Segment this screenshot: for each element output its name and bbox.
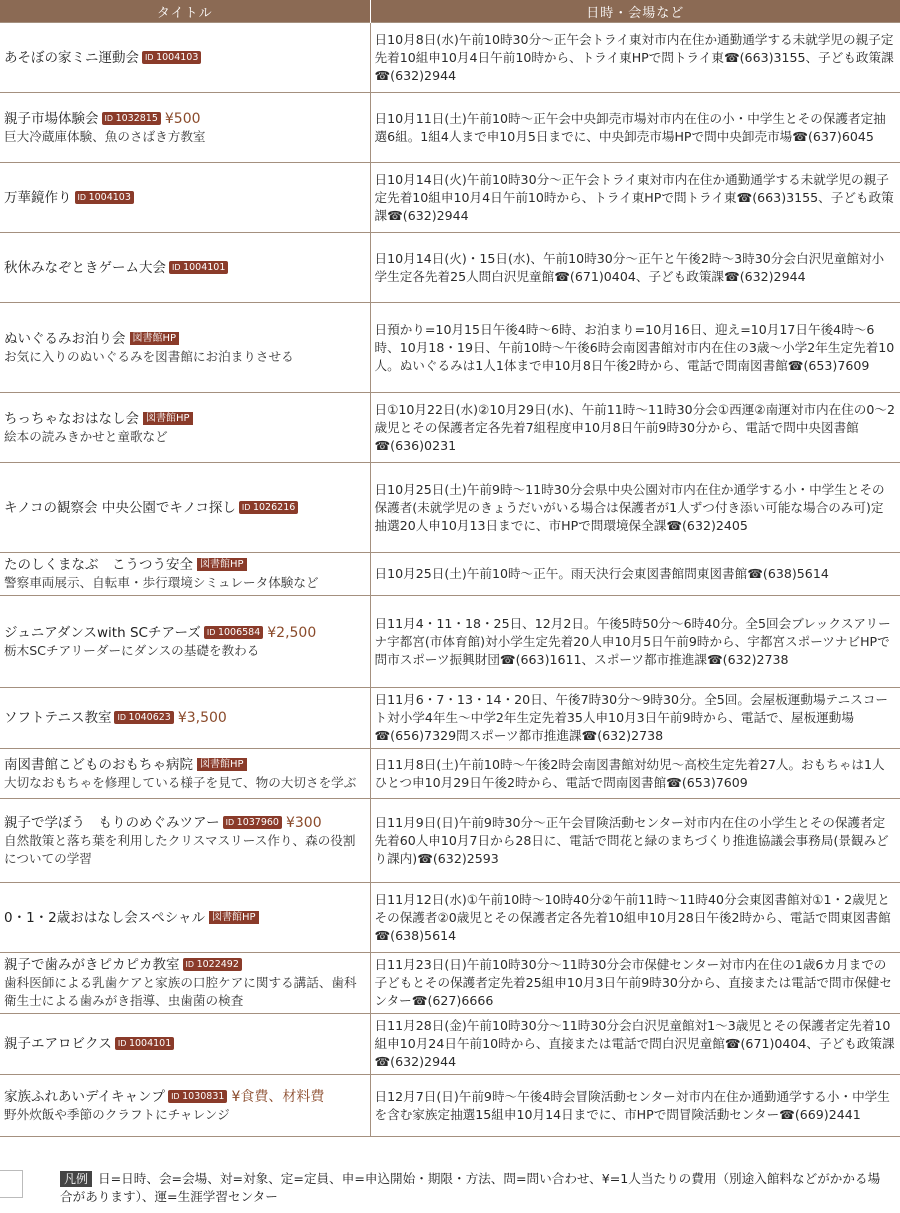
event-fee: ¥食費、材料費 [231, 1088, 325, 1105]
event-id-badge: ID 1004101 [115, 1037, 174, 1050]
legend-text-block [60, 1170, 890, 1206]
legend [0, 1166, 900, 1213]
event-title-cell [0, 233, 370, 303]
event-fee: ¥300 [285, 814, 322, 831]
event-detail-cell: 日10月11日(土)午前10時～正午会中央卸売市場対市内在住の小・中学生とその保護者定抽選6組。1組4人まで申10月5日までに、中央卸売市場HPで問中央卸売市場☎(637)6045 [370, 93, 900, 163]
event-id-badge: ID 1004101 [169, 261, 228, 274]
table-row [0, 23, 900, 93]
event-id-badge: ID 1030831 [168, 1090, 227, 1103]
event-subtitle: 自然散策と落ち葉を利用したクリスマスリース作り、森の役割についての学習 [4, 832, 356, 866]
event-id-badge: ID 1006584 [204, 626, 263, 639]
table-row [0, 303, 900, 393]
event-detail-cell: 日11月9日(日)午前9時30分～正午会冒険活動センター対市内在住の小学生とその保護者定先着60人申10月7日から28日に、電話で問花と緑のまちづくり推進協議会事務局(景観みどり課内)☎(632)2593 [370, 799, 900, 883]
event-title: 親子エアロビクス [4, 1036, 112, 1052]
event-detail-cell: 日①10月22日(水)②10月29日(水)、午前11時～11時30分会①西運②南運対市内在住の0～2歳児とその保護者定各先着7組程度申10月8日午前9時30分から、電話で問中央図書館☎(636)0231 [370, 393, 900, 463]
event-id-badge: ID 1037960 [223, 816, 282, 829]
title-column-header: タイトル [0, 0, 370, 23]
detail-column-header: 日時・会場など [370, 0, 900, 23]
event-id-badge: ID 1022492 [183, 958, 242, 971]
event-detail-cell: 日10月8日(水)午前10時30分～正午会トライ東対市内在住か通勤通学する未就学児の親子定先着10組申10月4日午前10時から、トライ東HPで問トライ東☎(663)3155、子ども政策課☎(632)2944 [370, 23, 900, 93]
event-title-cell [0, 883, 370, 953]
event-title-cell [0, 596, 370, 688]
event-id-badge: ID 1040623 [114, 711, 173, 724]
library-hp-badge: 図書館HP [143, 412, 193, 425]
event-subtitle: 絵本の読みきかせと童歌など [4, 428, 168, 444]
event-detail-cell: 日11月12日(水)①午前10時～10時40分②午前11時～11時40分会東図書館対①1・2歳児とその保護者②0歳児とその保護者定各先着10組申10月28日午後2時から、電話で問東図書館☎(638)5614 [370, 883, 900, 953]
event-title-cell [0, 463, 370, 553]
event-title: あそぼの家ミニ運動会 [4, 49, 139, 66]
table-row [0, 463, 900, 553]
event-title: 秋休みなぞときゲーム大会 [4, 259, 166, 276]
event-title: ソフトテニス教室 [4, 710, 112, 726]
event-detail-cell: 日11月23日(日)午前10時30分～11時30分会市保健センター対市内在住の1歳6カ月までの子どもとその保護者定先着25組申10月3日午前9時30分から、直接または電話で問市保健センター☎(627)6666 [370, 953, 900, 1014]
table-row [0, 596, 900, 688]
event-detail-cell: 日11月8日(土)午前10時～午後2時会南図書館対幼児～高校生定先着27人。おもちゃは1人ひとつ申10月29日午後2時から、電話で問南図書館☎(653)7609 [370, 749, 900, 799]
event-title-cell [0, 303, 370, 393]
event-title: 親子で歯みがきピカピカ教室 [4, 957, 180, 973]
table-row [0, 1075, 900, 1137]
event-detail-cell: 日預かり=10月15日午後4時～6時、お泊まり=10月16日、迎え=10月17日午後4時～6時、10月18・19日、午前10時～午後6時会南図書館対市内在住の3歳～小学2年生定先着10人。ぬいぐるみは1人1体まで申10月8日午後2時から、電話で問南図書館☎(653)7609 [370, 303, 900, 393]
table-row [0, 1014, 900, 1075]
event-title: 親子市場体験会 [4, 110, 99, 127]
event-title-cell [0, 393, 370, 463]
event-subtitle: 大切なおもちゃを修理している様子を見て、物の大切さを学ぶ [4, 774, 357, 790]
event-title-cell [0, 163, 370, 233]
legend-tag: 凡例 [60, 1171, 92, 1187]
event-title-cell [0, 553, 370, 596]
event-id-badge: ID 1004103 [142, 51, 201, 64]
table-row [0, 799, 900, 883]
event-title: 万華鏡作り [4, 189, 72, 206]
event-id-badge: ID 1032815 [102, 112, 161, 125]
event-subtitle: 歯科医師による乳歯ケアと家族の口腔ケアに関する講話、歯科衛生士による歯みがき指導、虫歯菌の検査 [4, 975, 357, 1008]
event-title: 家族ふれあいデイキャンプ [4, 1088, 166, 1105]
event-fee: ¥2,500 [267, 624, 317, 641]
legend-marker [0, 1170, 23, 1198]
table-row [0, 233, 900, 303]
table-row [0, 163, 900, 233]
table-header [0, 0, 900, 23]
legend-text: 日=日時、会=会場、対=対象、定=定員、申=申込開始・期限・方法、問=問い合わせ、¥=1人当たりの費用（別途入館料などがかかる場合があります）、運=生涯学習センター [60, 1171, 881, 1204]
event-title: 0・1・2歳おはなし会スペシャル [4, 909, 205, 926]
table-row [0, 688, 900, 749]
event-detail-cell: 日12月7日(日)午前9時～午後4時会冒険活動センター対市内在住か通勤通学する小・中学生を含む家族定抽選15組申10月14日までに、市HPで問冒険活動センター☎(669)2441 [370, 1075, 900, 1137]
event-title-cell [0, 23, 370, 93]
event-title: ジュニアダンスwith SCチアーズ [4, 624, 201, 641]
event-id-badge: ID 1026216 [239, 501, 298, 514]
event-subtitle: 栃木SCチアリーダーにダンスの基礎を教わる [4, 642, 260, 658]
event-subtitle: 野外炊飯や季節のクラフトにチャレンジ [4, 1106, 230, 1122]
event-title-cell [0, 799, 370, 883]
event-detail-cell: 日10月14日(火)・15日(水)、午前10時30分～正午と午後2時～3時30分会白沢児童館対小学生定各先着25人問白沢児童館☎(671)0404、子ども政策課☎(632)2944 [370, 233, 900, 303]
event-subtitle: お気に入りのぬいぐるみを図書館にお泊まりさせる [4, 348, 294, 364]
library-hp-badge: 図書館HP [130, 332, 180, 345]
event-title: 親子で学ぼう もりのめぐみツアー [4, 814, 220, 831]
event-id-badge: ID 1004103 [75, 191, 134, 204]
table-row [0, 93, 900, 163]
event-detail-cell: 日10月25日(土)午前10時～正午。雨天決行会東図書館問東図書館☎(638)5614 [370, 553, 900, 596]
event-fee: ¥3,500 [177, 710, 227, 726]
event-subtitle: 巨大冷蔵庫体験、魚のさばき方教室 [4, 128, 206, 144]
table-row [0, 393, 900, 463]
event-detail-cell: 日11月6・7・13・14・20日、午後7時30分～9時30分。全5回。会屋板運動場テニスコート対小学4年生～中学2年生定先着35人申10月3日午前9時から、電話で、屋板運動場☎(656)7329問スポーツ都市推進課☎(632)2738 [370, 688, 900, 749]
event-title: キノコの観察会 中央公園でキノコ探し [4, 499, 236, 516]
event-detail-cell: 日11月28日(金)午前10時30分～11時30分会白沢児童館対1～3歳児とその保護者定先着10組申10月24日午前10時から、直接または電話で問白沢児童館☎(671)0404、子ども政策課☎(632)2944 [370, 1014, 900, 1075]
event-title: 南図書館こどものおもちゃ病院 [4, 756, 193, 773]
event-subtitle: 警察車両展示、自転車・歩行環境シミュレータ体験など [4, 575, 319, 590]
library-hp-badge: 図書館HP [197, 558, 247, 571]
event-detail-cell: 日10月25日(土)午前9時～11時30分会県中央公園対市内在住か通学する小・中学生とその保護者(未就学児のきょうだいがいる場合は保護者が1人ずつ付き添い可能な場合のみ可)定抽選20人申10月13日までに、市HPで問環境保全課☎(632)2405 [370, 463, 900, 553]
event-fee: ¥500 [164, 110, 201, 127]
event-title-cell [0, 1075, 370, 1137]
table-row [0, 749, 900, 799]
table-row [0, 883, 900, 953]
event-detail-cell: 日11月4・11・18・25日、12月2日。午後5時50分～6時40分。全5回会ブレックスアリーナ宇都宮(市体育館)対小学生定先着20人申10月5日午前9時から、宇都宮スポーツナビHPで問市スポーツ振興財団☎(663)1611、スポーツ都市推進課☎(632)2738 [370, 596, 900, 688]
event-detail-cell: 日10月14日(火)午前10時30分～正午会トライ東対市内在住か通勤通学する未就学児の親子定先着10組申10月4日午前10時から、トライ東HPで問トライ東☎(663)3155、子ども政策課☎(632)2944 [370, 163, 900, 233]
event-title-cell [0, 1014, 370, 1075]
event-title-cell [0, 93, 370, 163]
event-title-cell [0, 749, 370, 799]
event-title: ぬいぐるみお泊り会 [4, 330, 126, 347]
event-title-cell [0, 688, 370, 749]
event-title-cell [0, 953, 370, 1014]
table-row [0, 953, 900, 1014]
event-title: たのしくまなぶ こうつう安全 [4, 557, 193, 573]
table-row [0, 553, 900, 596]
library-hp-badge: 図書館HP [197, 758, 247, 771]
event-title: ちっちゃなおはなし会 [4, 410, 139, 427]
library-hp-badge: 図書館HP [209, 911, 259, 924]
